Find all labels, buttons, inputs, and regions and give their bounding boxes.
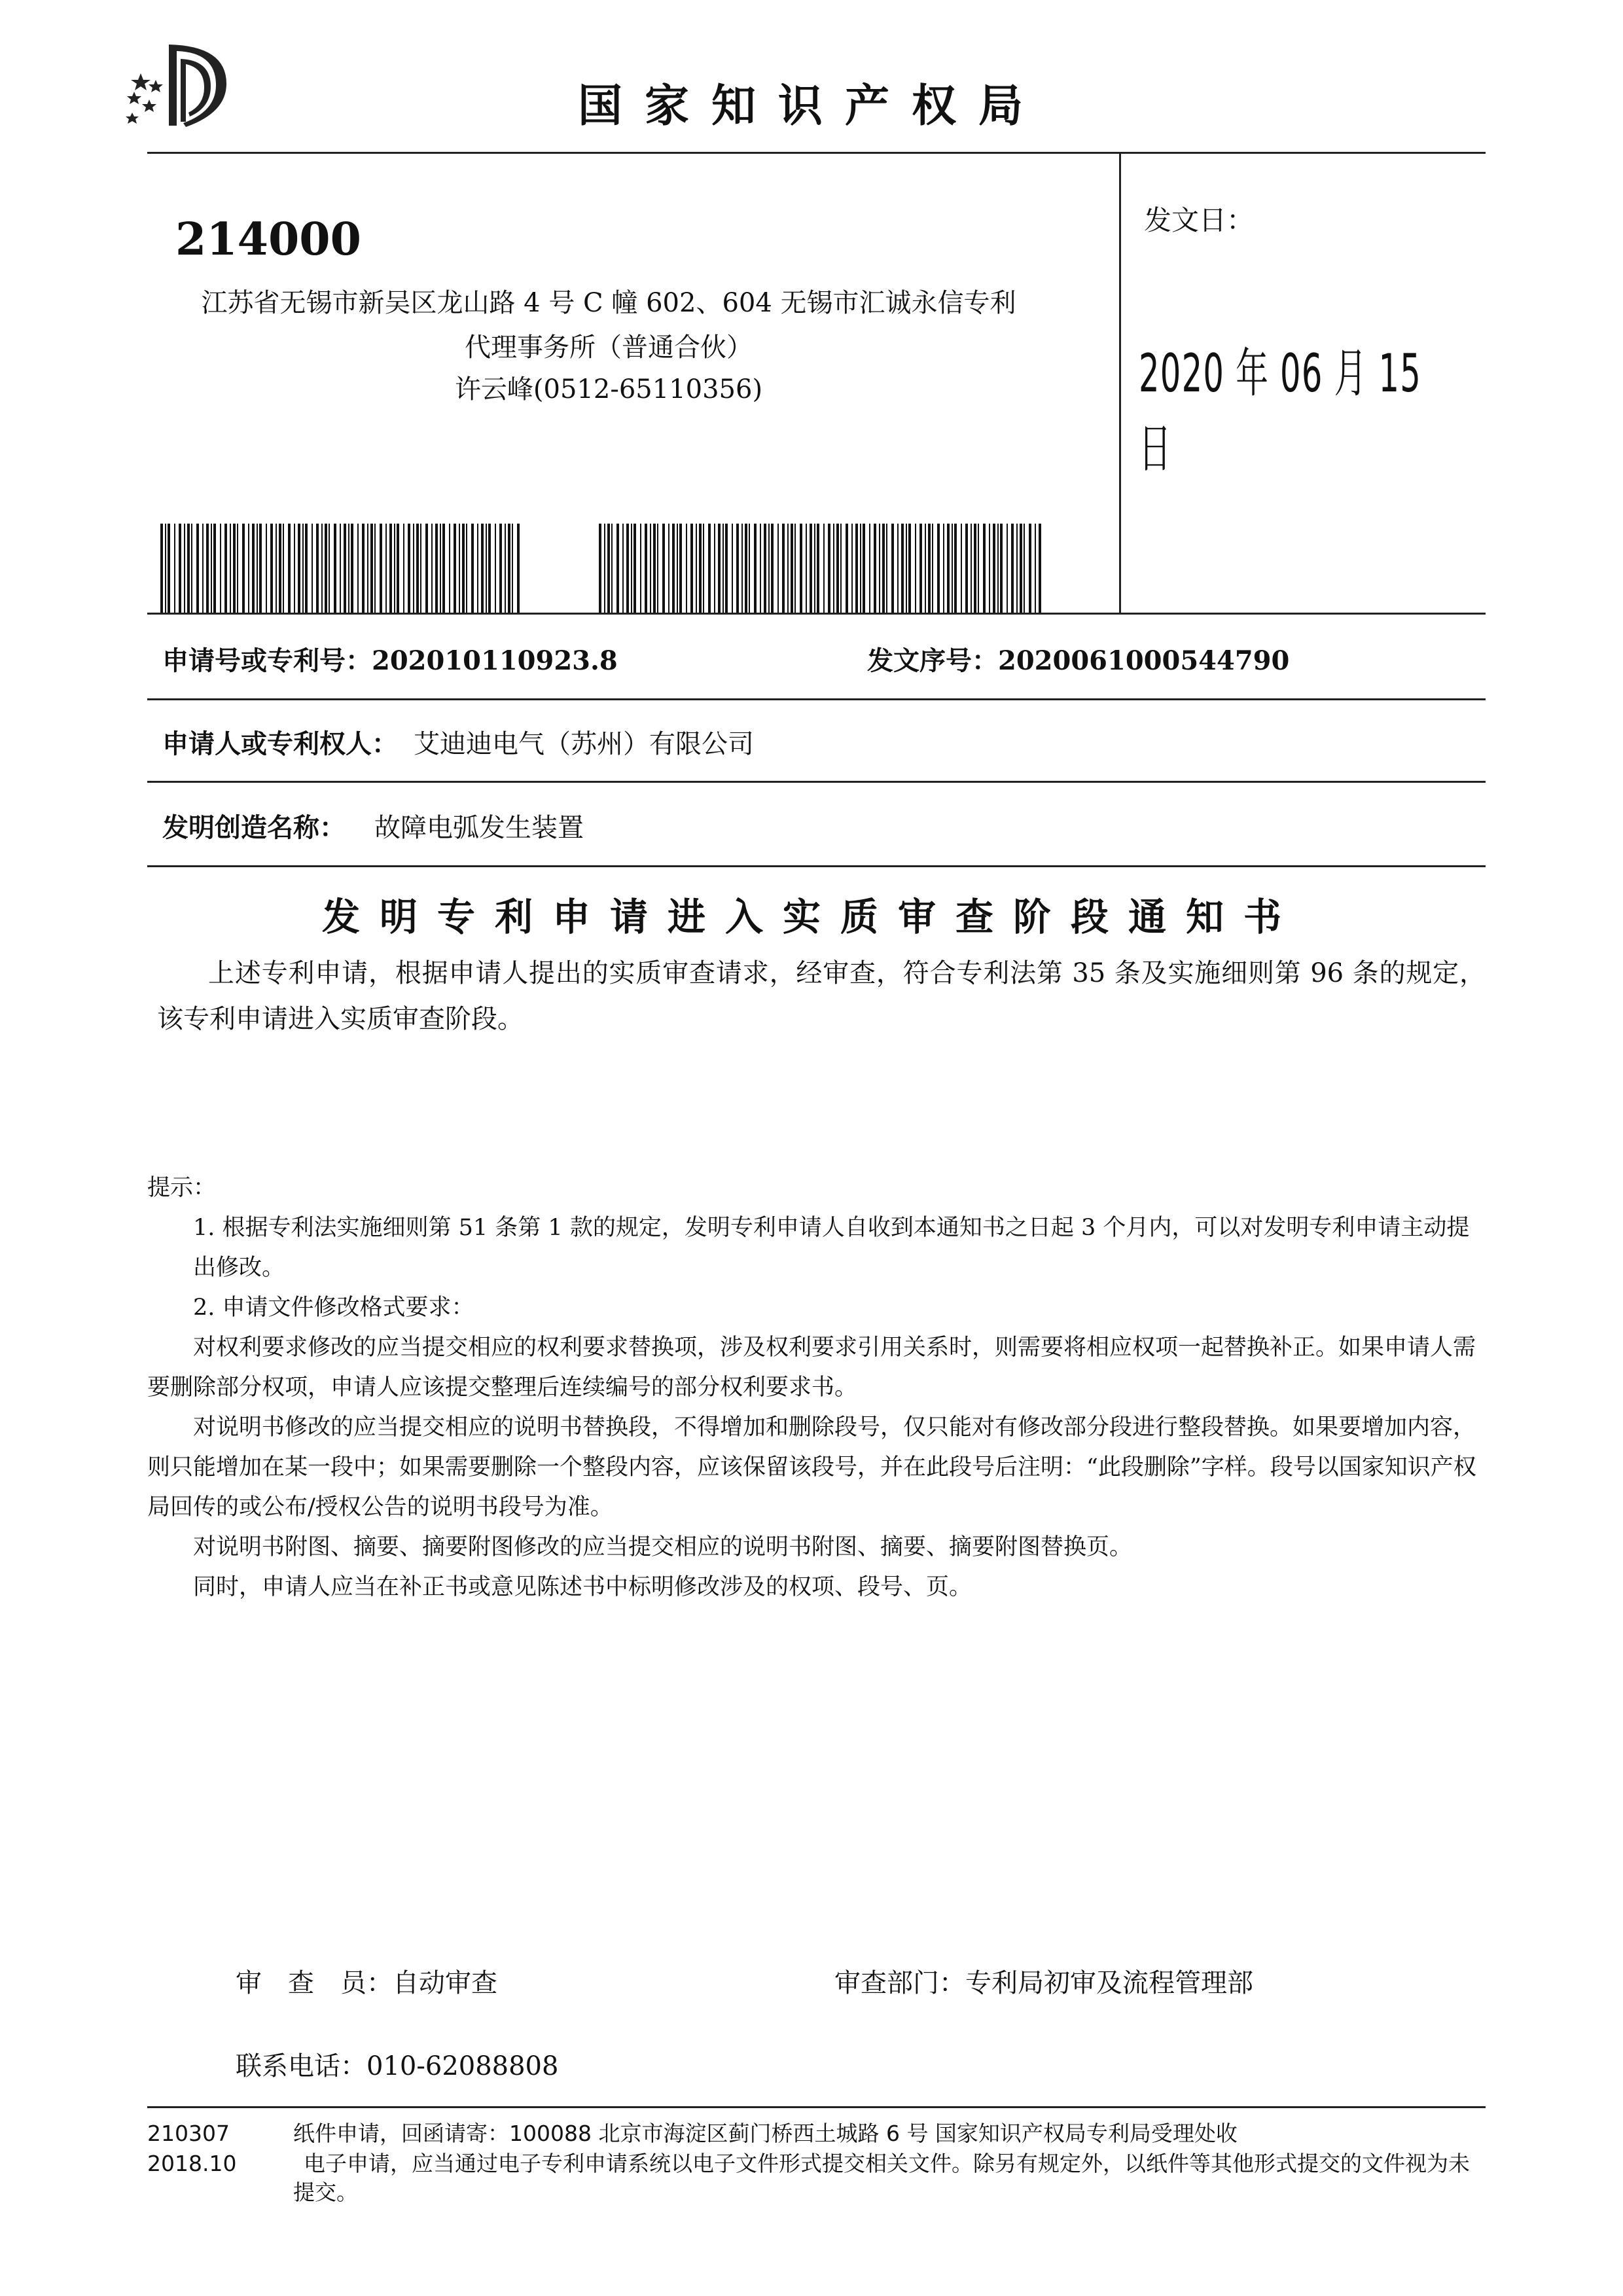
tip-paragraph-drawings: 对说明书附图、摘要、摘要附图修改的应当提交相应的说明书附图、摘要、摘要附图替换页。 — [193, 1534, 1133, 1560]
electronic-submission-note: 电子申请，应当通过电子专利申请系统以电子文件形式提交相关文件。除另有规定外，以纸件等其他形式提交的文件视为未提交。 — [293, 2151, 1470, 2205]
rule-after-applicant — [147, 781, 1486, 783]
examiner-label: 审 查 员： — [236, 1968, 393, 1998]
tip-item-2: 2. 申请文件修改格式要求： — [193, 1295, 474, 1321]
serial-number-field — [867, 640, 1289, 677]
barcode-left — [160, 524, 522, 613]
serial-number: 2020061000544790 — [998, 645, 1290, 676]
top-rule — [147, 152, 1486, 154]
tip-item-1: 1. 根据专利法实施细则第 51 条第 1 款的规定，发明专利申请人自收到本通知书之日起 3 个月内，可以对发明专利申请主动提出修改。 — [193, 1215, 1470, 1281]
notice-body: 上述专利申请，根据申请人提出的实质审查请求，经审查，符合专利法第 35 条及实施细则第 96 条的规定，该专利申请进入实质审查阶段。 — [157, 958, 1486, 1034]
invention-name: 故障电弧发生装置 — [374, 813, 584, 843]
barcode-right — [599, 524, 1043, 613]
application-number: 202010110923.8 — [372, 645, 618, 676]
application-number-field — [162, 640, 618, 677]
rule-after-address — [147, 613, 1486, 615]
address-divider — [1119, 152, 1121, 614]
tips-section — [147, 1168, 1489, 1607]
form-date: 2018.10 — [147, 2151, 237, 2176]
tips-heading: 提示： — [147, 1175, 217, 1201]
notice-title: 发明专利申请进入实质审查阶段通知书 — [321, 895, 1301, 939]
application-number-label: 申请号或专利号： — [162, 645, 372, 676]
recipient-address-line2: 代理事务所（普通合伙） — [465, 332, 753, 363]
applicant-name: 艾迪迪电气（苏州）有限公司 — [414, 729, 754, 759]
agency-title: 国家知识产权局 — [577, 81, 1045, 132]
issue-date-label: 发文日： — [1144, 204, 1255, 236]
postal-code: 214000 — [175, 213, 361, 266]
department-label: 审查部门： — [834, 1968, 965, 1998]
tip-paragraph-description: 对说明书修改的应当提交相应的说明书替换段，不得增加和删除段号，仅只能对有修改部分段进行整段替换。如果要增加内容，则只能增加在某一段中；如果需要删除一个整段内容，应该保留该段号，并在此段号后注明：“此段删除”字样。段号以国家知识产权局回传的或公布/授权公告的说明书段号为准。 — [147, 1414, 1476, 1520]
recipient-address-line1: 江苏省无锡市新吴区龙山路 4 号 C 幢 602、604 无锡市汇诚永信专利 — [201, 288, 1016, 318]
tip-paragraph-marking: 同时，申请人应当在补正书或意见陈述书中标明修改涉及的权项、段号、页。 — [193, 1574, 972, 1600]
phone-number: 010-62088808 — [366, 2051, 559, 2081]
issue-date: 2020 年 06 月 15 日 — [1139, 343, 1422, 479]
applicant-field — [162, 723, 754, 761]
examiner-name: 自动审查 — [393, 1968, 497, 1998]
applicant-label: 申请人或专利权人： — [162, 728, 398, 759]
department-name: 专利局初审及流程管理部 — [965, 1968, 1253, 1998]
serial-number-label: 发文序号： — [867, 645, 998, 676]
phone-label: 联系电话： — [236, 2051, 366, 2081]
examiner-field — [236, 1962, 497, 2000]
invention-field — [162, 807, 584, 844]
invention-label: 发明创造名称： — [162, 812, 346, 843]
recipient-contact: 许云峰(0512-65110356) — [454, 374, 763, 404]
form-code: 210307 — [147, 2121, 230, 2146]
tip-paragraph-claims: 对权利要求修改的应当提交相应的权利要求替换项，涉及权利要求引用关系时，则需要将相应权项一起替换补正。如果申请人需要删除部分权项，申请人应该提交整理后连续编号的部分权利要求书。 — [147, 1335, 1476, 1401]
rule-after-application — [147, 698, 1486, 700]
paper-submission-note: 纸件申请，回函请寄：100088 北京市海淀区蓟门桥西土城路 6 号 国家知识产权局专利局受理处收 — [293, 2121, 1238, 2146]
department-field — [834, 1962, 1253, 2000]
footer-rule — [147, 2106, 1486, 2108]
phone-field — [236, 2045, 558, 2083]
rule-after-invention — [147, 865, 1486, 867]
